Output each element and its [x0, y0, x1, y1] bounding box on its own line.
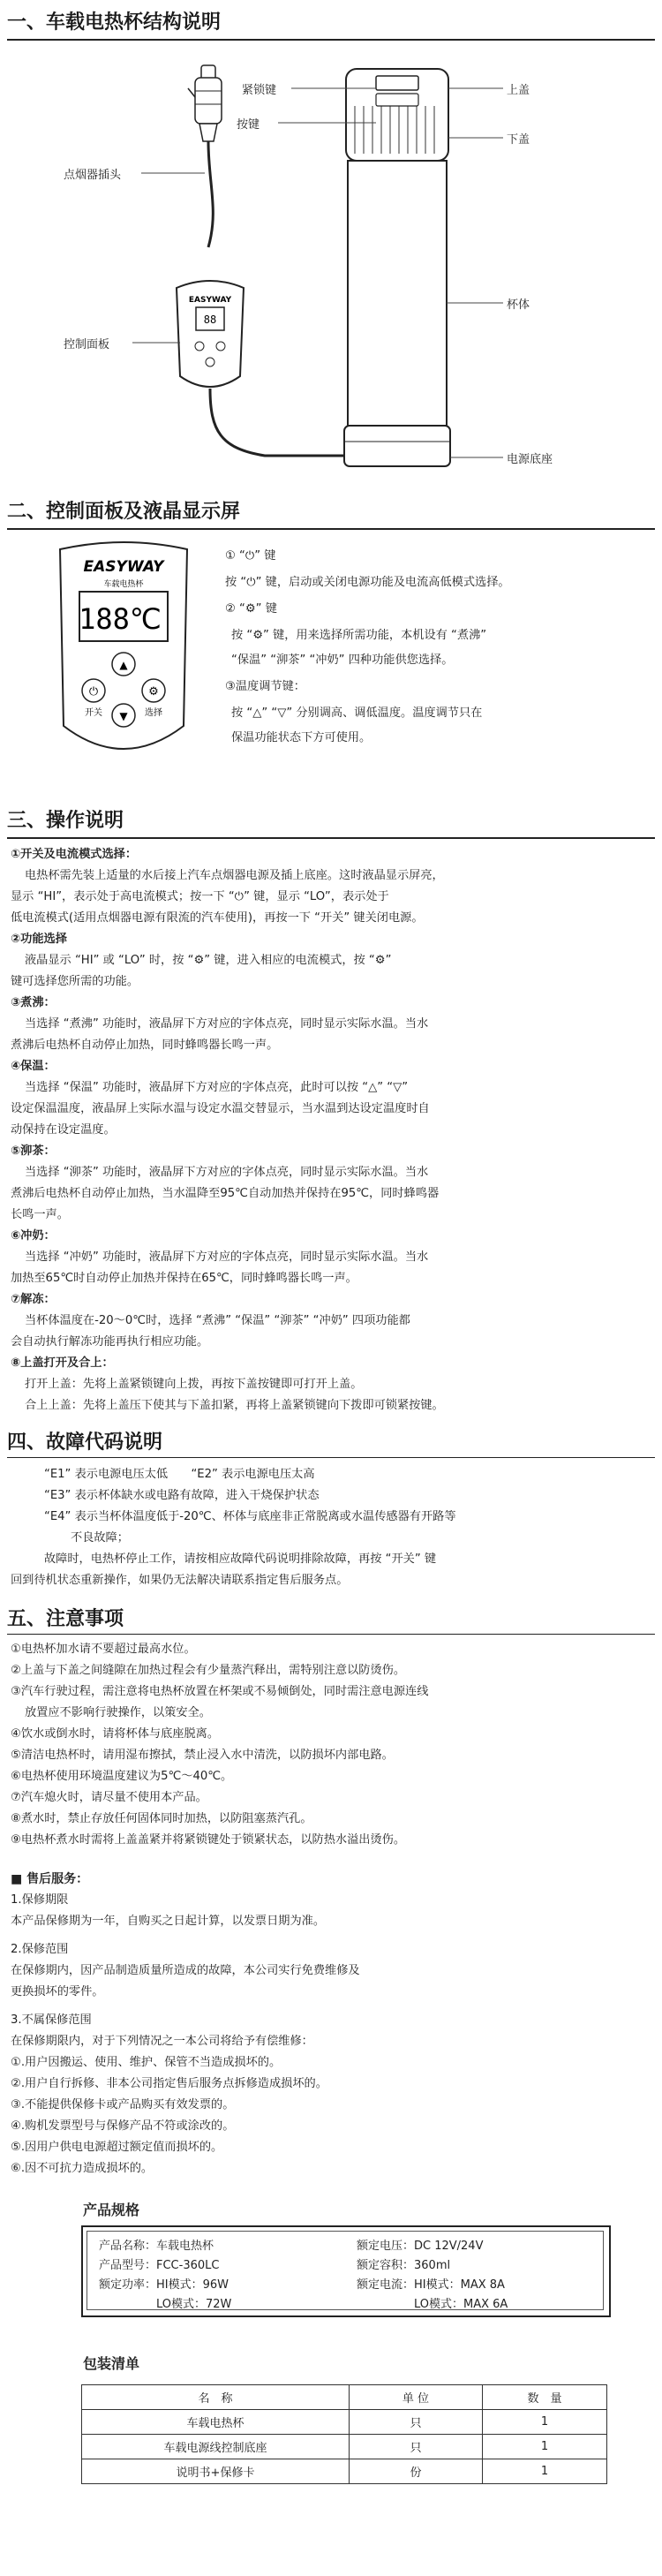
- panel-subtitle: 车载电热杯: [103, 580, 144, 589]
- sec4-line-2: “E4” 表示当杯体温度低于-20℃、杯体与底座非正常脱离或水温传感器有开路等: [44, 1510, 456, 1523]
- label-upper-cover: 上盖: [507, 84, 530, 97]
- sec3-line-15: 当选择 “泖茶” 功能时，液晶屏下方对应的字体点亮，同时显示实际水温。当水: [25, 1166, 429, 1179]
- label-lock-key: 紧锁键: [242, 84, 277, 97]
- label-key: 按键: [237, 118, 260, 132]
- svg-text:88: 88: [203, 314, 217, 326]
- section-5-rule: [7, 1634, 655, 1635]
- lighter-plug-drawing: [188, 65, 222, 247]
- sec3-line-8: 当选择 “煮沸” 功能时，液晶屏下方对应的字体点亮，同时显示实际水温。当水: [25, 1017, 429, 1031]
- section-1-rule: [7, 39, 655, 41]
- sec3-line-22: 当杯体温度在-20～0℃时，选择 “煮沸” “保温” “泖茶” “冲奶” 四项功能都: [25, 1314, 410, 1327]
- sec5-line-8: ⑧煮水时，禁止存放任何固体同时加热，以防阻塞蒸汽孔。: [11, 1812, 312, 1825]
- sec5-line-5: ⑤清洁电热杯时，请用湿布擦拭，禁止浸入水中清洗，以防损坏内部电路。: [11, 1749, 394, 1762]
- control-panel-drawing: [53, 540, 194, 774]
- service-line-4: 在保修期内，因产品制造质量所造成的故障，本公司实行免费维修及: [11, 1964, 360, 1977]
- sec5-line-7: ⑦汽车熄火时，请尽量不使用本产品。: [11, 1791, 207, 1804]
- service-line-7: 在保修期限内，对于下列情况之一本公司将给予有偿维修：: [11, 2035, 313, 2048]
- section-2-rule: [7, 528, 655, 530]
- sec5-line-1: ②上盖与下盖之间缝隙在加热过程会有少量蒸汽释出，需特别注意以防烫伤。: [11, 1664, 406, 1677]
- sec3-line-0: ①开关及电流模式选择：: [11, 848, 138, 861]
- section-4-rule: [7, 1457, 655, 1458]
- sec4-line-1: “E3” 表示杯体缺水或电路有故障，进入干烧保护状态: [44, 1489, 320, 1502]
- sec3-line-16: 煮沸后电热杯自动停止加热，当水温降至95℃自动加热并保持在95℃，同时蜂鸣器: [11, 1187, 440, 1200]
- sec3-line-3: 低电流模式(适用点烟器电源有限流的汽车使用)，再按一下 “开关” 键关闭电源。: [11, 911, 424, 925]
- control-box-brand: EASYWAY: [188, 296, 232, 305]
- sec5-line-6: ⑥电热杯使用环境温度建议为5℃～40℃。: [11, 1770, 233, 1783]
- sec3-line-24: ⑧上盖打开及合上：: [11, 1356, 114, 1370]
- sec3-line-23: 会自动执行解冻功能再执行相应功能。: [11, 1335, 209, 1348]
- sec4-line-4: 故障时，电热杯停止工作，请按相应故障代码说明排除故障，再按 “开关” 键: [44, 1552, 437, 1566]
- service-line-1: 1.保修期限: [11, 1893, 69, 1907]
- sec3-line-25: 打开上盖：先将上盖紧锁键向上拨，再按下盖按键即可打开上盖。: [25, 1378, 363, 1391]
- sec3-line-2: 显示 “HI”，表示处于高电流模式；按一下 “⏻” 键，显示 “LO”，表示处于: [11, 890, 389, 903]
- structure-diagram: [0, 42, 662, 484]
- service-line-12: ⑤.因用户供电电源超过额定值而损坏的。: [11, 2141, 223, 2154]
- section-3-title: 三、操作说明: [7, 810, 124, 832]
- service-line-3: 2.保修范围: [11, 1943, 69, 1956]
- section-1-title: 一、车载电热杯结构说明: [7, 11, 222, 34]
- service-line-9: ②.用户自行拆修、非本公司指定售后服务点拆修造成损坏的。: [11, 2077, 327, 2090]
- sec4-line-3: 不良故障；: [71, 1531, 129, 1545]
- packing-title: 包装清单: [83, 2355, 140, 2372]
- sec3-line-4: ②功能选择: [11, 933, 67, 946]
- sec3-line-5: 液晶显示 “HI” 或 “LO” 时，按 “⚙” 键，进入相应的电流模式，按 “⚙”: [25, 954, 392, 967]
- panel-lcd: 188℃: [79, 602, 162, 636]
- sec2-line-1: 按 “⏻” 键，启动或关闭电源功能及电流高低模式选择。: [225, 576, 510, 589]
- cup-drawing: [344, 69, 450, 466]
- section-4-title: 四、故障代码说明: [7, 1432, 163, 1454]
- sec2-line-6: 按 “△” “▽” 分别调高、调低温度。温度调节只在: [231, 706, 483, 720]
- sec3-line-21: ⑦解冻：: [11, 1293, 56, 1306]
- label-power-base: 电源底座: [507, 453, 553, 466]
- service-line-6: 3.不属保修范围: [11, 2013, 92, 2027]
- sec3-line-13: 动保持在设定温度。: [11, 1123, 116, 1137]
- specs-title: 产品规格: [83, 2202, 140, 2218]
- section-2-title: 二、控制面板及液晶显示屏: [7, 501, 241, 523]
- sec3-line-11: 当选择 “保温” 功能时，液晶屏下方对应的字体点亮，此时可以按 “△” “▽”: [25, 1081, 409, 1094]
- sec3-line-9: 煮沸后电热杯自动停止加热，同时蜂鸣器长鸣一声。: [11, 1039, 279, 1052]
- sec2-line-2: ② “⚙” 键: [225, 602, 277, 616]
- sec2-line-7: 保温功能状态下方可使用。: [231, 731, 372, 744]
- packing-row: 车载电热杯 只 1: [82, 2410, 607, 2435]
- label-cup-body: 杯体: [507, 298, 530, 312]
- sec3-line-12: 设定保温温度，液晶屏上实际水温与设定水温交替显示，当水温到达设定温度时自: [11, 1102, 430, 1115]
- service-line-8: ①.用户因搬运、使用、维护、保管不当造成损坏的。: [11, 2056, 282, 2069]
- packing-header-row: 名 称 单 位 数 量: [82, 2385, 607, 2410]
- packing-table: [81, 2384, 607, 2484]
- sec5-line-4: ④饮水或倒水时，请将杯体与底座脱离。: [11, 1727, 220, 1741]
- svg-text:▼: ▼: [119, 710, 128, 722]
- sec2-line-0: ① “⏻” 键: [225, 549, 276, 563]
- service-line-13: ⑥.因不可抗力造成损坏的。: [11, 2162, 154, 2175]
- sec3-line-1: 电热杯需先装上适量的水后接上汽车点烟器电源及插上底座。这时液晶显示屏亮，: [25, 869, 444, 882]
- service-line-11: ④.购机发票型号与保修产品不符或涂改的。: [11, 2119, 235, 2133]
- label-lower-cover: 下盖: [507, 133, 530, 147]
- specs-box: [81, 2225, 611, 2317]
- panel-power-label: 开关: [85, 708, 102, 718]
- label-lighter-plug: 点烟器插头: [64, 169, 122, 182]
- sec3-line-14: ⑤泖茶：: [11, 1144, 56, 1158]
- specs-row: 产品名称：车载电热杯 额定电压：DC 12V/24V: [99, 2239, 484, 2253]
- sec4-line-5: 回到待机状态重新操作，如果仍无法解决请联系指定售后服务点。: [11, 1574, 349, 1587]
- service-line-10: ③.不能提供保修卡或产品购买有效发票的。: [11, 2098, 235, 2111]
- sec3-line-17: 长鸣一声。: [11, 1208, 69, 1221]
- sec2-line-5: ③温度调节键：: [225, 680, 305, 693]
- svg-text:⚙: ⚙: [148, 685, 159, 699]
- specs-row: LO模式：72W LO模式：MAX 6A: [99, 2297, 508, 2311]
- specs-row: 产品型号：FCC-360LC 额定容积：360ml: [99, 2258, 451, 2272]
- sec3-line-26: 合上上盖：先将上盖压下使其与下盖扣紧，再将上盖紧锁键向下拨即可锁紧按键。: [25, 1399, 444, 1412]
- sec3-line-20: 加热至65℃时自动停止加热并保持在65℃，同时蜂鸣器长鸣一声。: [11, 1272, 357, 1285]
- sec5-line-9: ⑨电热杯煮水时需将上盖盖紧并将紧锁键处于锁紧状态，以防热水溢出烫伤。: [11, 1833, 406, 1847]
- panel-select-label: 选择: [145, 708, 162, 718]
- sec3-line-18: ⑥冲奶：: [11, 1229, 56, 1243]
- svg-text:▲: ▲: [119, 659, 128, 671]
- packing-row: 车载电源线控制底座 只 1: [82, 2435, 607, 2459]
- sec5-line-0: ①电热杯加水请不要超过最高水位。: [11, 1643, 196, 1656]
- sec3-line-7: ③煮沸：: [11, 996, 56, 1009]
- section-5-title: 五、注意事项: [7, 1608, 124, 1630]
- label-control-panel: 控制面板: [64, 338, 110, 351]
- service-line-5: 更换损坏的零件。: [11, 1985, 104, 1998]
- service-line-0: ■ 售后服务：: [11, 1872, 89, 1886]
- sec3-line-6: 键可选择您所需的功能。: [11, 975, 139, 988]
- sec5-line-3: 放置应不影响行驶操作，以策安全。: [25, 1706, 211, 1719]
- svg-text:⏻: ⏻: [88, 685, 99, 699]
- sec2-line-4: “保温” “泖茶” “冲奶” 四种功能供您选择。: [231, 653, 454, 667]
- service-line-2: 本产品保修期为一年，自购买之日起计算，以发票日期为准。: [11, 1915, 326, 1928]
- sec3-line-19: 当选择 “冲奶” 功能时，液晶屏下方对应的字体点亮，同时显示实际水温。当水: [25, 1250, 429, 1264]
- sec5-line-2: ③汽车行驶过程，需注意将电热杯放置在杯架或不易倾倒处，同时需注意电源连线: [11, 1685, 429, 1698]
- specs-table: [94, 2234, 513, 2312]
- sec3-line-10: ④保温：: [11, 1060, 56, 1073]
- section-3-rule: [7, 837, 655, 839]
- packing-row: 说明书+保修卡 份 1: [82, 2459, 607, 2484]
- panel-brand: EASYWAY: [83, 558, 164, 576]
- sec4-line-0: “E1” 表示电源电压太低 “E2” 表示电源电压太高: [44, 1468, 315, 1481]
- specs-row: 额定功率：HI模式：96W 额定电流：HI模式：MAX 8A: [99, 2278, 505, 2292]
- sec2-line-3: 按 “⚙” 键，用来选择所需功能，本机设有 “煮沸”: [231, 629, 487, 642]
